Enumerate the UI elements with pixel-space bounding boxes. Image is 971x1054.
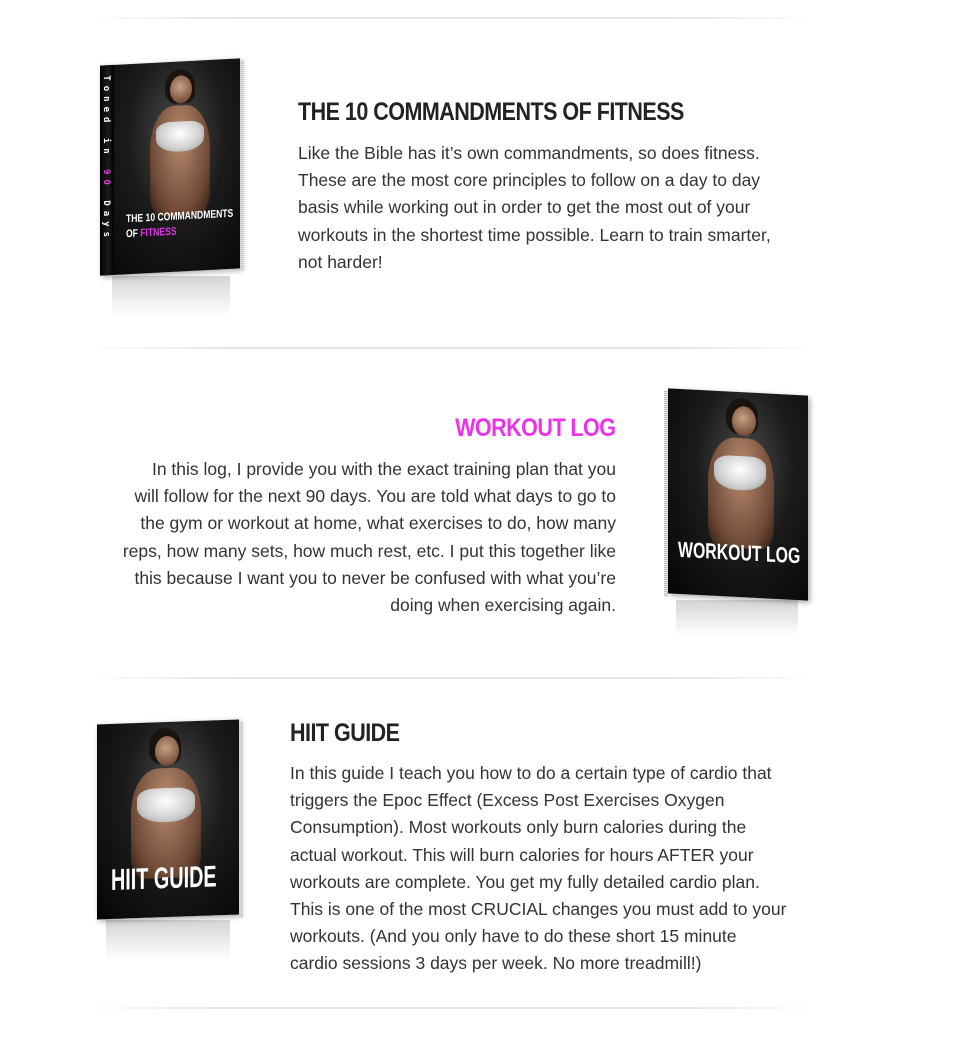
hiit-guide-book-image: [97, 720, 239, 920]
commandments-book-image: [100, 58, 240, 275]
section-heading: HIIT GUIDE: [290, 719, 400, 747]
workout-log-book-image: [668, 388, 808, 600]
book-cover-title: THE 10 COMMANDMENTS OF FITNESS: [126, 207, 234, 241]
section-divider-top: [86, 17, 820, 19]
section-description: Like the Bible has it’s own commandments, so does fitness. These are the most core principles to follow on a day to day basis while working out in order to get the most out of your workouts in the shortest time possible. Learn to train smarter, not harder!: [298, 143, 771, 272]
book-reflection: [106, 920, 230, 960]
section-heading: WORKOUT LOG: [454, 414, 615, 442]
book-reflection: [676, 600, 798, 636]
section-divider-1: [86, 347, 820, 349]
section-description: In this log, I provide you with the exact training plan that you will follow for the next 90 days. You are told what days to go to the gym or workout at home, what exercises to do, how many reps, how many sets, how much rest, etc. I put this together like this because I want you to never be confused with what you’re doing when exercising again.: [122, 459, 616, 616]
section-description: In this guide I teach you how to do a certain type of cardio that triggers the Epoc Effect (Excess Post Exercises Oxygen Consumption). Most workouts only burn calories during the actual workout. This will burn calories for hours AFTER your workouts are complete. You get my fully detailed cardio plan. This is one of the most CRUCIAL changes you must add to your workouts. (And you only have to do these short 15 minute cardio sessions 3 days per week. No more treadmill!): [290, 763, 787, 974]
section-divider-2: [86, 677, 820, 679]
book-spine-text: Toned in 90 Days: [101, 75, 111, 243]
section-divider-bottom: [86, 1007, 820, 1009]
book-reflection: [112, 276, 230, 316]
section-heading: THE 10 COMMANDMENTS OF FITNESS: [298, 98, 684, 126]
book-cover-title: WORKOUT LOG: [678, 536, 801, 569]
book-cover-title: HIIT GUIDE: [111, 860, 217, 897]
